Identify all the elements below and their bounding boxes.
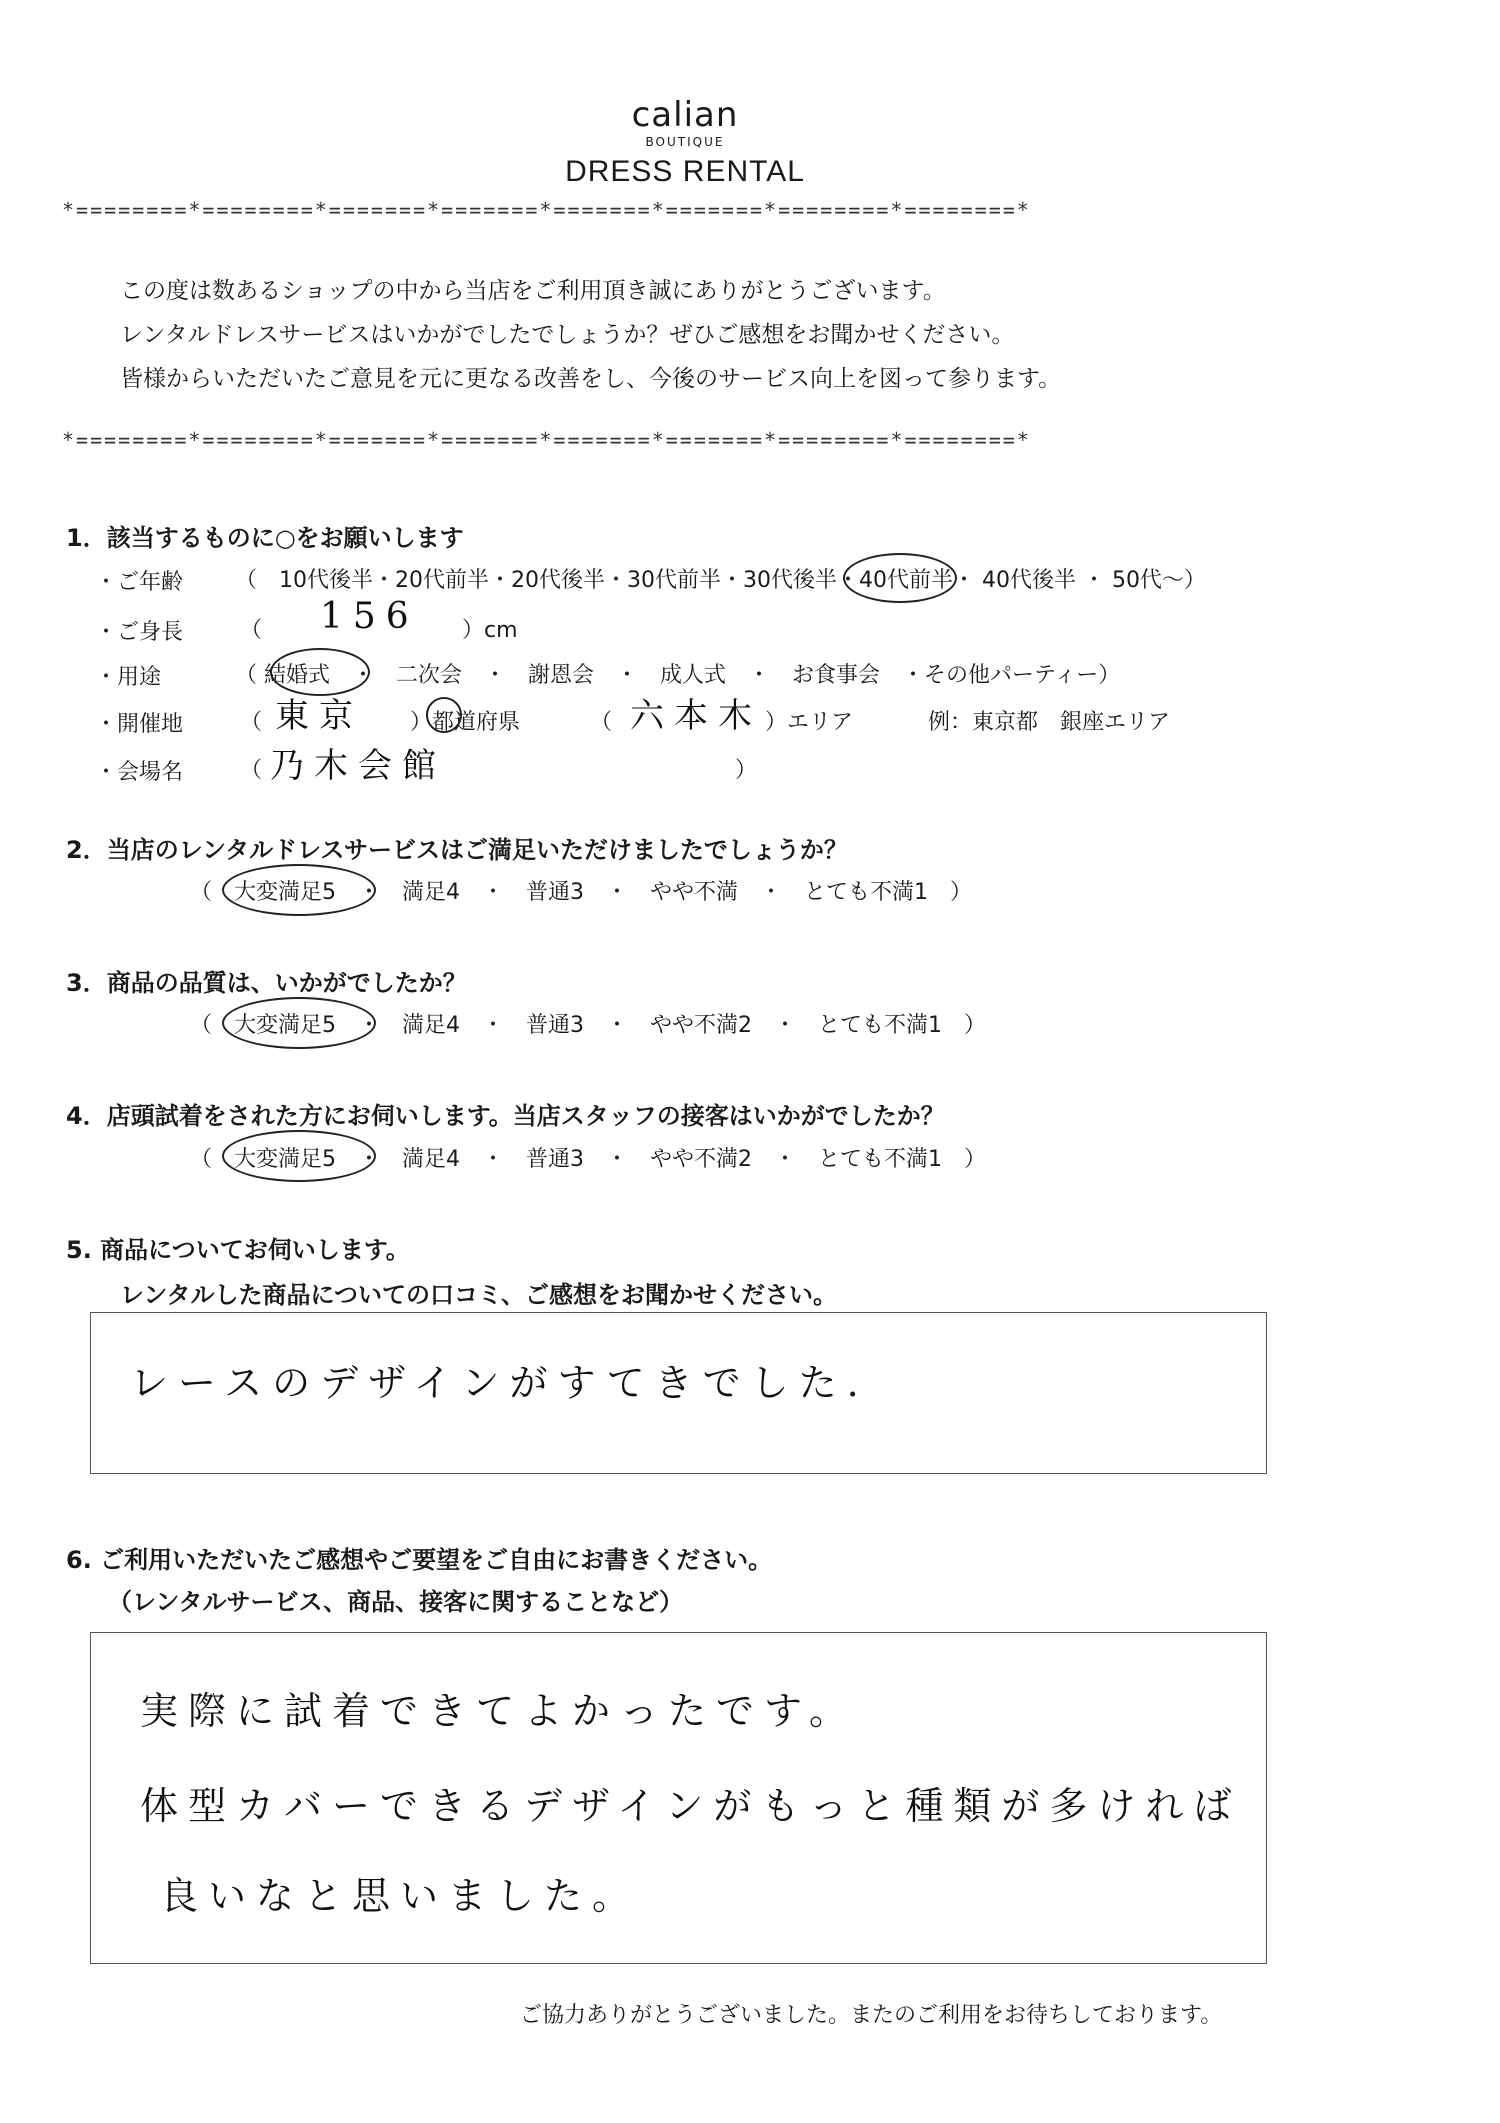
- venue-close: ）: [735, 758, 758, 783]
- area-suffix: ）エリア: [765, 710, 854, 735]
- separator-top: *========*========*=======*=======*=======*=======*========*========*: [62, 198, 1031, 222]
- q5-subtitle: レンタルした商品についての口コミ、ご感想をお聞かせください。: [120, 1281, 837, 1309]
- q6-answer-line-3: 良いなと思いました。: [160, 1874, 641, 1918]
- height-unit: ）cm: [462, 618, 518, 643]
- q4-title: 4．店頭試着をされた方にお伺いします。当店スタッフの接客はいかがでしたか？: [66, 1102, 945, 1130]
- q2-options: （ 大変満足5 ・ 満足4 ・ 普通3 ・ やや不満 ・ とても不満1 ）: [190, 880, 972, 905]
- q1-title: 1．該当するものに○をお願いします: [66, 524, 464, 552]
- separator-bottom: *========*========*=======*=======*=======*=======*========*========*: [62, 428, 1031, 452]
- pref-suffix: ）都道府県: [410, 710, 521, 735]
- height-label: ・ご身長: [95, 620, 184, 645]
- height-value: 156: [320, 596, 419, 637]
- q6-answer-line-2: 体型カバーできるデザインがもっと種類が多ければ: [140, 1784, 1242, 1828]
- usage-options: （ 結婚式 ・ 二次会 ・ 謝恩会 ・ 成人式 ・ お食事会 ・その他パーティー）: [235, 663, 1121, 688]
- q3-selection-circle: [222, 997, 376, 1049]
- intro-line-2: レンタルドレスサービスはいかがでしたでしょうか？ぜひご感想をお聞かせください。: [120, 322, 1015, 348]
- q2-title: 2．当店のレンタルドレスサービスはご満足いただけましたでしょうか？: [66, 836, 848, 864]
- q6-subtitle: （レンタルサービス、商品、接客に関することなど）: [108, 1588, 684, 1616]
- q3-options: （ 大変満足5 ・ 満足4 ・ 普通3 ・ やや不満2 ・ とても不満1 ）: [190, 1013, 986, 1038]
- brand-logo: calian: [631, 95, 739, 135]
- venue-open: （: [240, 758, 263, 783]
- pref-selection-circle: [426, 697, 462, 733]
- age-selection-circle: [843, 553, 957, 603]
- q2-selection-circle: [222, 864, 376, 916]
- footer-thanks: ご協力ありがとうございました。またのご利用をお待ちしております。: [520, 2003, 1223, 2028]
- area-open: （: [590, 710, 613, 735]
- age-label: ・ご年齢: [95, 570, 184, 595]
- venue-name-label: ・会場名: [95, 760, 184, 785]
- brand-sub: BOUTIQUE: [645, 135, 725, 149]
- area-example: 例：東京都 銀座エリア: [928, 710, 1171, 735]
- pref-value: 東京: [275, 696, 363, 736]
- q6-answer-line-1: 実際に試着できてよかったです。: [140, 1689, 857, 1733]
- service-title: DRESS RENTAL: [565, 155, 805, 188]
- area-value: 六本木: [630, 696, 762, 736]
- pref-open: （: [240, 710, 263, 735]
- q3-title: 3．商品の品質は、いかがでしたか？: [66, 969, 467, 997]
- q4-options: （ 大変満足5 ・ 満足4 ・ 普通3 ・ やや不満2 ・ とても不満1 ）: [190, 1147, 986, 1172]
- q4-selection-circle: [222, 1130, 376, 1182]
- q5-answer: レースのデザインがすてきでした.: [130, 1361, 869, 1405]
- q5-title: 5. 商品についてお伺いします。: [66, 1236, 410, 1264]
- height-open: （: [240, 618, 263, 643]
- intro-line-3: 皆様からいただいたご意見を元に更なる改善をし、今後のサービス向上を図って参ります。: [120, 366, 1062, 392]
- venue-name-value: 乃木会館: [270, 746, 446, 786]
- age-options: （ 10代後半・20代前半・20代後半・30代前半・30代後半・40代前半・ 40代後半 ・ 50代～）: [235, 568, 1206, 593]
- q6-title: 6. ご利用いただいたご感想やご要望をご自由にお書きください。: [66, 1546, 773, 1574]
- intro-line-1: この度は数あるショップの中から当店をご利用頂き誠にありがとうございます。: [120, 278, 946, 304]
- usage-label: ・用途: [95, 665, 162, 690]
- venue-area-label: ・開催地: [95, 712, 184, 737]
